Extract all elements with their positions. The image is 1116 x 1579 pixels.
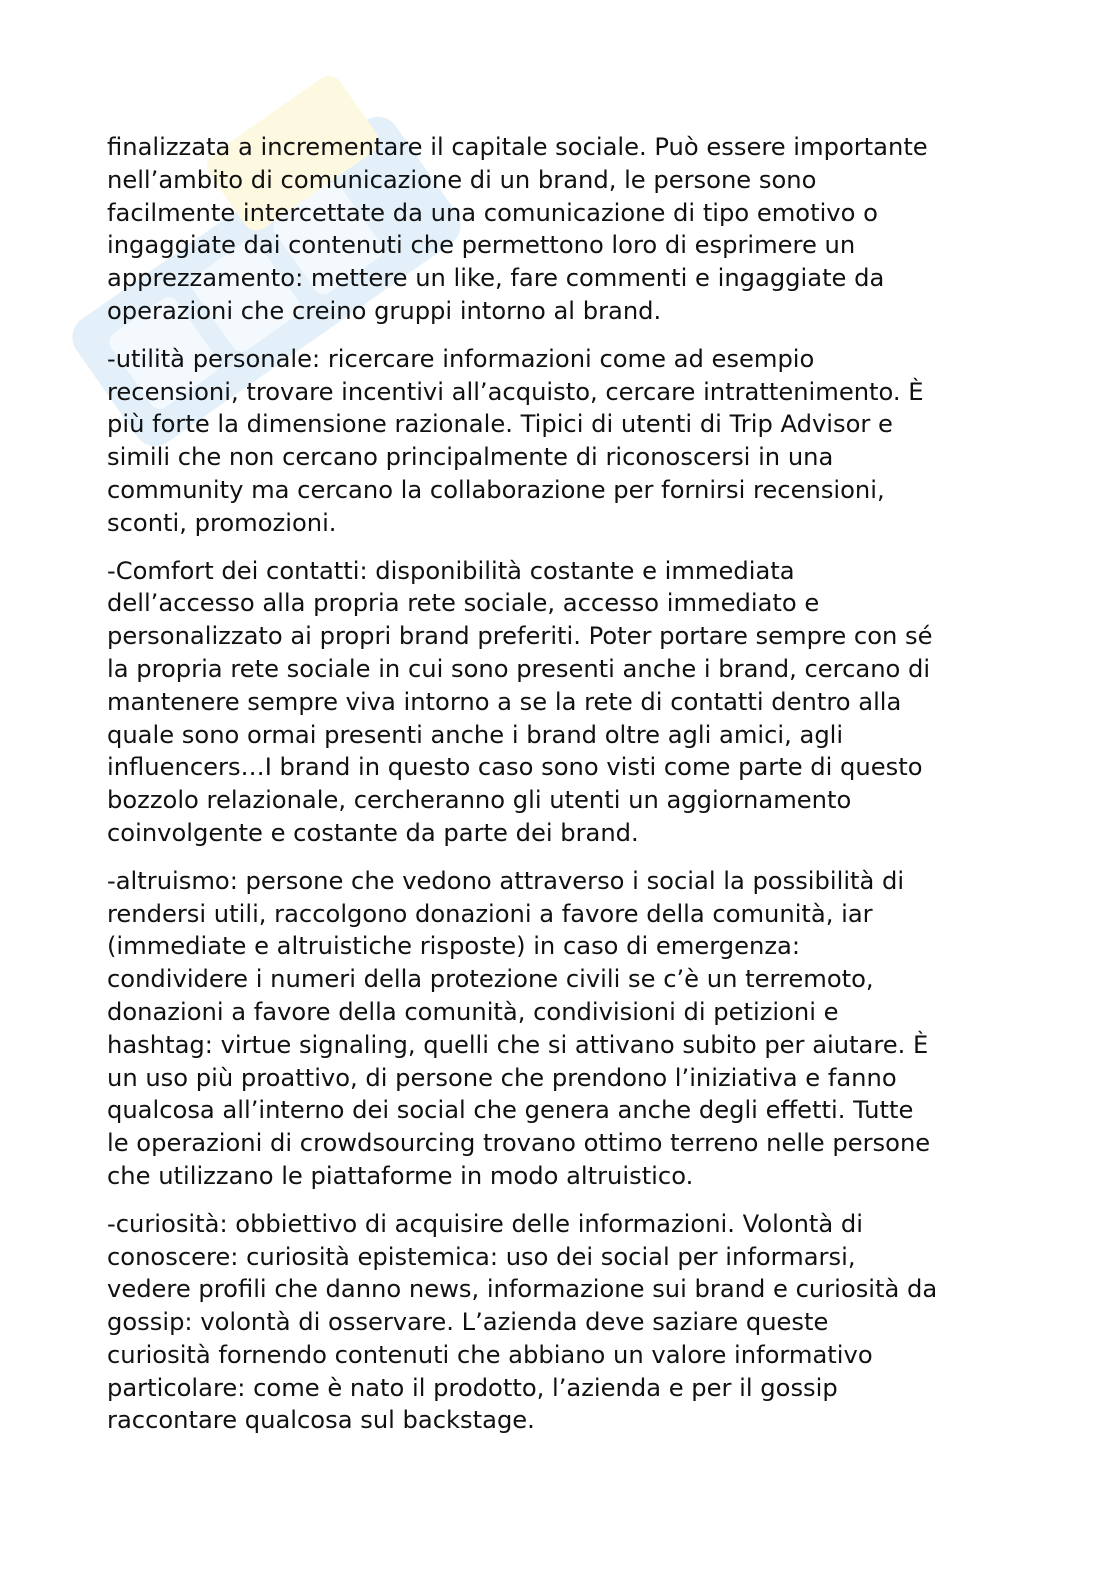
text-line: bozzolo relazionale, cercheranno gli utenti un aggiornamento xyxy=(107,786,852,815)
text-line: nell’ambito di comunicazione di un brand, le persone sono xyxy=(107,165,817,194)
text-line: -utilità personale: ricercare informazioni come ad esempio xyxy=(107,344,815,373)
text-line: un uso più proattivo, di persone che prendono l’iniziativa e fanno xyxy=(107,1063,897,1092)
text-line: più forte la dimensione razionale. Tipici di utenti di Trip Advisor e xyxy=(107,410,893,439)
text-line: qualcosa all’interno dei social che genera anche degli effetti. Tutte xyxy=(107,1096,914,1125)
text-line: particolare: come è nato il prodotto, l’azienda e per il gossip xyxy=(107,1373,838,1402)
text-line: raccontare qualcosa sul backstage. xyxy=(107,1406,535,1435)
text-line: recensioni, trovare incentivi all’acquisto, cercare intrattenimento. È xyxy=(107,377,924,406)
paragraph-4 xyxy=(107,865,1007,1193)
text-line: coinvolgente e costante da parte dei brand. xyxy=(107,818,639,847)
text-line: condividere i numeri della protezione civili se c’è un terremoto, xyxy=(107,965,874,994)
paragraph-5 xyxy=(107,1208,1007,1438)
text-line: dell’accesso alla propria rete sociale, accesso immediato e xyxy=(107,589,820,618)
text-line: curiosità fornendo contenuti che abbiano un valore informativo xyxy=(107,1340,873,1369)
text-line: sconti, promozioni. xyxy=(107,508,337,537)
text-line: vedere profili che danno news, informazione sui brand e curiosità da xyxy=(107,1275,938,1304)
paragraph-1 xyxy=(107,131,1007,328)
text-line: operazioni che creino gruppi intorno al brand. xyxy=(107,296,662,325)
text-line: -altruismo: persone che vedono attraverso i social la possibilità di xyxy=(107,866,905,895)
text-line: conoscere: curiosità epistemica: uso dei social per informarsi, xyxy=(107,1242,856,1271)
text-line: gossip: volontà di osservare. L’azienda deve saziare queste xyxy=(107,1308,829,1337)
document-body xyxy=(107,131,1007,1452)
text-line: hashtag: virtue signaling, quelli che si attivano subito per aiutare. È xyxy=(107,1030,929,1059)
text-line: community ma cercano la collaborazione per fornirsi recensioni, xyxy=(107,475,885,504)
text-line: simili che non cercano principalmente di riconoscersi in una xyxy=(107,443,834,472)
paragraph-2 xyxy=(107,343,1007,540)
text-line: quale sono ormai presenti anche i brand oltre agli amici, agli xyxy=(107,720,844,749)
paragraph-3 xyxy=(107,555,1007,850)
text-line: -curiosità: obbiettivo di acquisire delle informazioni. Volontà di xyxy=(107,1209,863,1238)
text-line: rendersi utili, raccolgono donazioni a favore della comunità, iar xyxy=(107,899,873,928)
text-line: apprezzamento: mettere un like, fare commenti e ingaggiate da xyxy=(107,264,885,293)
text-line: personalizzato ai propri brand preferiti. Poter portare sempre con sé xyxy=(107,622,933,651)
text-line: facilmente intercettate da una comunicazione di tipo emotivo o xyxy=(107,198,878,227)
text-line: donazioni a favore della comunità, condivisioni di petizioni e xyxy=(107,997,839,1026)
text-line: che utilizzano le piattaforme in modo altruistico. xyxy=(107,1161,694,1190)
text-line: mantenere sempre viva intorno a se la rete di contatti dentro alla xyxy=(107,687,902,716)
text-line: (immediate e altruistiche risposte) in caso di emergenza: xyxy=(107,932,800,961)
text-line: le operazioni di crowdsourcing trovano ottimo terreno nelle persone xyxy=(107,1129,931,1158)
text-line: -Comfort dei contatti: disponibilità costante e immediata xyxy=(107,556,795,585)
text-line: la propria rete sociale in cui sono presenti anche i brand, cercano di xyxy=(107,654,931,683)
text-line: ingaggiate dai contenuti che permettono loro di esprimere un xyxy=(107,231,856,260)
text-line: finalizzata a incrementare il capitale sociale. Può essere importante xyxy=(107,133,928,161)
text-line: influencers…I brand in questo caso sono visti come parte di questo xyxy=(107,753,923,782)
